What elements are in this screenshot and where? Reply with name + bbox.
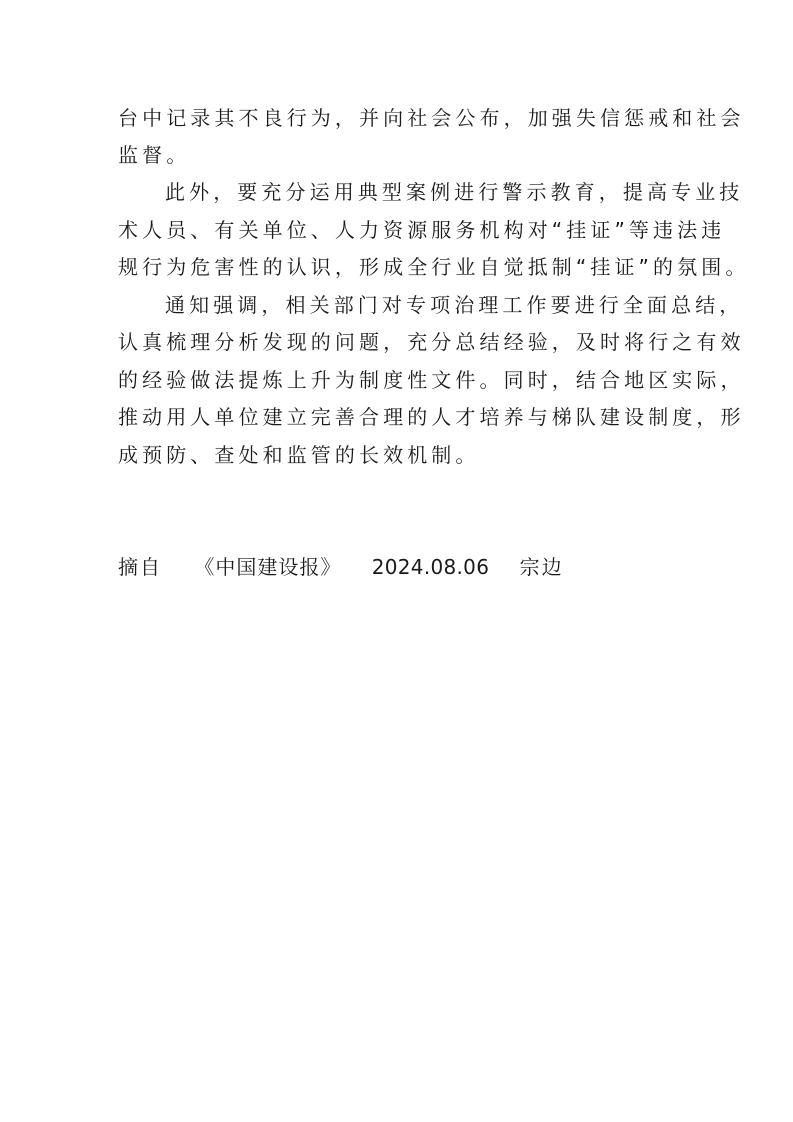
source-author: 宗边 [519,555,564,579]
paragraph-line: 监督。 [118,143,191,167]
paragraph-line: 推动用人单位建立完善合理的人才培养与梯队建设制度，形 [118,405,745,429]
paragraph-line: 规行为危害性的认识，形成全行业自觉抵制“挂证”的氛围。 [118,255,750,279]
source-date: 2024.08.06 [371,555,490,579]
paragraph-line: 台中记录其不良行为，并向社会公布，加强失信惩戒和社会 [118,106,745,130]
source-newspaper: 《中国建设报》 [194,555,342,579]
paragraph-line: 成预防、查处和监管的长效机制。 [118,443,480,467]
paragraph-line: 通知强调，相关部门对专项治理工作要进行全面总结， [165,293,744,317]
source-citation [118,557,564,577]
paragraph-line: 术人员、有关单位、人力资源服务机构对“挂证”等违法违 [118,218,726,242]
paragraph-line: 认真梳理分析发现的问题，充分总结经验，及时将行之有效 [118,330,745,354]
paragraph-line: 此外，要充分运用典型案例进行警示教育，提高专业技 [165,180,744,204]
paragraph-line: 的经验做法提炼上升为制度性文件。同时，结合地区实际， [118,368,745,392]
source-prefix: 摘自 [118,555,162,579]
